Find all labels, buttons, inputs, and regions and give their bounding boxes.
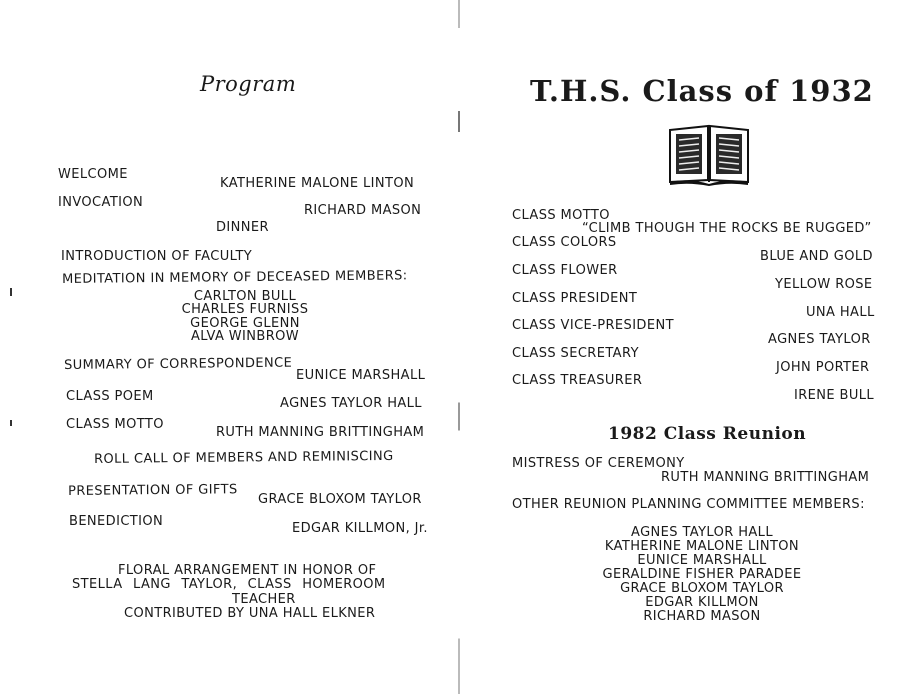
gifts-label: PRESENTATION OF GIFTS [67, 482, 238, 499]
summary-speaker: EUNICE MARSHALL [296, 368, 426, 383]
class-motto-value: “CLIMB THOUGH THE ROCKS BE RUGGED” [582, 221, 872, 236]
motto-speaker: RUTH MANNING BRITTINGHAM [216, 425, 425, 440]
welcome-speaker: KATHERINE MALONE LINTON [220, 176, 415, 191]
benediction-label: BENEDICTION [69, 514, 164, 529]
poem-label: CLASS POEM [66, 389, 154, 404]
class-motto-label: CLASS MOTTO [512, 208, 610, 223]
mistress-value: RUTH MANNING BRITTINGHAM [661, 470, 870, 485]
class-vice-value: AGNES TAYLOR [768, 332, 871, 347]
introduction-label: INTRODUCTION OF FACULTY [61, 249, 253, 264]
open-book-icon [668, 122, 750, 190]
invocation-label: INVOCATION [58, 195, 144, 210]
poem-speaker: AGNES TAYLOR HALL [280, 396, 422, 411]
class-treasurer-label: CLASS TREASURER [512, 373, 643, 388]
class-vice-label: CLASS VICE-PRESIDENT [512, 318, 674, 333]
class-flower-value: YELLOW ROSE [775, 277, 873, 292]
committee-member: AGNES TAYLOR HALL [631, 525, 773, 540]
class-title: T.H.S. Class of 1932 [530, 74, 874, 108]
committee-member: GERALDINE FISHER PARADEE [602, 567, 802, 582]
mistress-label: MISTRESS OF CEREMONY [512, 456, 685, 471]
committee-label: OTHER REUNION PLANNING COMMITTEE MEMBERS: [512, 497, 865, 512]
class-president-value: UNA HALL [806, 305, 875, 320]
class-secretary-label: CLASS SECRETARY [512, 346, 639, 361]
welcome-label: WELCOME [58, 167, 128, 182]
floral-line: TEACHER [232, 592, 296, 607]
benediction-speaker: EDGAR KILLMON, Jr. [292, 521, 428, 536]
committee-member: KATHERINE MALONE LINTON [604, 539, 800, 554]
class-colors-label: CLASS COLORS [512, 235, 617, 250]
class-secretary-value: JOHN PORTER [776, 360, 870, 375]
deceased-member: ALVA WINBROW [190, 329, 300, 344]
floral-line: FLORAL ARRANGEMENT IN HONOR OF [118, 563, 377, 578]
invocation-speaker: RICHARD MASON [304, 203, 422, 218]
committee-member: RICHARD MASON [643, 609, 761, 624]
roll-call-label: ROLL CALL OF MEMBERS AND REMINISCING [93, 448, 394, 467]
reunion-title: 1982 Class Reunion [608, 424, 807, 444]
floral-line: STELLA LANG TAYLOR, CLASS HOMEROOM [72, 577, 386, 592]
committee-member: GRACE BLOXOM TAYLOR [620, 581, 784, 596]
deceased-member: GEORGE GLENN [190, 316, 300, 331]
summary-label: SUMMARY OF CORRESPONDENCE [63, 355, 293, 373]
page-fold [458, 0, 460, 694]
committee-member: EDGAR KILLMON [645, 595, 759, 610]
floral-line: CONTRIBUTED BY UNA HALL ELKNER [124, 606, 376, 621]
dinner-label: DINNER [216, 220, 269, 235]
class-colors-value: BLUE AND GOLD [760, 249, 873, 264]
deceased-member: CARLTON BULL [193, 289, 297, 304]
meditation-label: MEDITATION IN MEMORY OF DECEASED MEMBERS: [61, 268, 408, 287]
program-title: Program [200, 72, 297, 96]
class-flower-label: CLASS FLOWER [512, 263, 618, 278]
class-president-label: CLASS PRESIDENT [512, 291, 638, 306]
committee-member: EUNICE MARSHALL [637, 553, 767, 568]
class-treasurer-value: IRENE BULL [794, 388, 875, 403]
deceased-member: CHARLES FURNISS [181, 302, 309, 317]
gifts-speaker: GRACE BLOXOM TAYLOR [258, 492, 422, 507]
motto-label: CLASS MOTTO [66, 417, 164, 432]
